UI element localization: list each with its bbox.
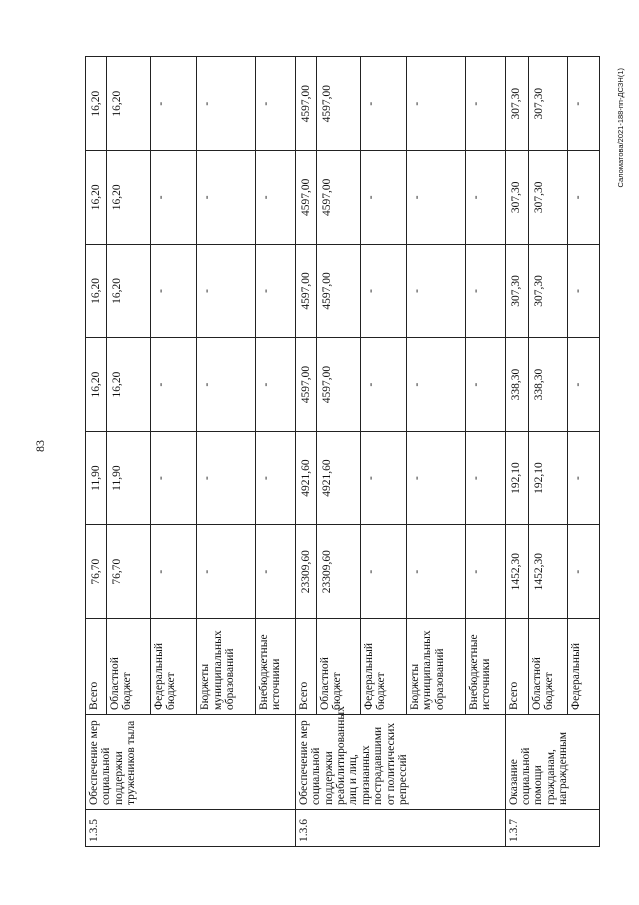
amount-cell: 76,70 (86, 525, 107, 619)
amount-cell: - (465, 57, 505, 151)
document-code: Саломатова/2021-188-пп-ДСЗН(1) (616, 68, 625, 188)
amount-cell: 192,10 (505, 431, 528, 525)
amount-cell: 4597,00 (316, 57, 360, 151)
measure-name: Оказание социальной помощи гражданам, награжденным (505, 715, 600, 810)
funding-source: Всего (505, 619, 528, 715)
amount-cell: - (151, 525, 197, 619)
amount-cell: 307,30 (528, 151, 568, 245)
table-row (295, 57, 316, 847)
amount-cell: - (197, 244, 256, 338)
amount-cell: - (465, 151, 505, 245)
amount-cell: - (197, 431, 256, 525)
amount-cell: 307,30 (528, 244, 568, 338)
amount-cell: - (568, 57, 600, 151)
amount-cell: 16,20 (106, 338, 150, 432)
amount-cell: 11,90 (86, 431, 107, 525)
amount-cell: - (197, 525, 256, 619)
amount-cell: - (255, 338, 295, 432)
amount-cell: 4597,00 (295, 338, 316, 432)
amount-cell: - (151, 431, 197, 525)
amount-cell: - (255, 525, 295, 619)
amount-cell: 76,70 (106, 525, 150, 619)
amount-cell: - (360, 338, 406, 432)
funding-source: Внебюджетные источники (255, 619, 295, 715)
amount-cell: - (465, 244, 505, 338)
row-code: 1.3.5 (86, 810, 296, 847)
amount-cell: - (360, 244, 406, 338)
budget-table-container (85, 57, 600, 847)
amount-cell: 307,30 (505, 57, 528, 151)
amount-cell: 1452,30 (505, 525, 528, 619)
amount-cell: 23309,60 (316, 525, 360, 619)
amount-cell: - (151, 57, 197, 151)
amount-cell: 16,20 (106, 244, 150, 338)
funding-source: Федеральный (568, 619, 600, 715)
funding-source: Бюджеты муниципальных образований (197, 619, 256, 715)
amount-cell: 16,20 (106, 57, 150, 151)
amount-cell: - (255, 431, 295, 525)
amount-cell: - (465, 338, 505, 432)
funding-source: Всего (86, 619, 107, 715)
amount-cell: - (360, 57, 406, 151)
amount-cell: 192,10 (528, 431, 568, 525)
amount-cell: - (406, 57, 465, 151)
amount-cell: - (406, 338, 465, 432)
amount-cell: - (568, 338, 600, 432)
measure-name: Обеспечение мер социальной поддержки реабилитированных лиц и лиц, признанных пострадавшими от политических репрессий (295, 715, 505, 810)
amount-cell: 16,20 (86, 57, 107, 151)
amount-cell: 16,20 (86, 151, 107, 245)
funding-source: Областной бюджет (528, 619, 568, 715)
amount-cell: - (197, 151, 256, 245)
amount-cell: 23309,60 (295, 525, 316, 619)
amount-cell: - (255, 244, 295, 338)
table-row (86, 57, 107, 847)
budget-table (85, 56, 600, 847)
amount-cell: - (568, 244, 600, 338)
amount-cell: 4597,00 (295, 244, 316, 338)
amount-cell: - (255, 57, 295, 151)
amount-cell: - (406, 244, 465, 338)
amount-cell: - (568, 151, 600, 245)
amount-cell: 4597,00 (295, 151, 316, 245)
amount-cell: 4597,00 (316, 151, 360, 245)
amount-cell: 338,30 (528, 338, 568, 432)
funding-source: Федеральный бюджет (360, 619, 406, 715)
amount-cell: - (197, 57, 256, 151)
amount-cell: - (255, 151, 295, 245)
funding-source: Бюджеты муниципальных образований (406, 619, 465, 715)
amount-cell: - (360, 525, 406, 619)
funding-source: Внебюджетные источники (465, 619, 505, 715)
amount-cell: - (360, 151, 406, 245)
amount-cell: 4921,60 (316, 431, 360, 525)
amount-cell: - (406, 431, 465, 525)
funding-source: Областной бюджет (106, 619, 150, 715)
amount-cell: 16,20 (86, 338, 107, 432)
amount-cell: - (360, 431, 406, 525)
amount-cell: 11,90 (106, 431, 150, 525)
amount-cell: 4597,00 (316, 244, 360, 338)
row-code: 1.3.7 (505, 810, 600, 847)
amount-cell: - (151, 338, 197, 432)
amount-cell: 307,30 (528, 57, 568, 151)
amount-cell: 4921,60 (295, 431, 316, 525)
funding-source: Всего (295, 619, 316, 715)
row-code: 1.3.6 (295, 810, 505, 847)
amount-cell: 307,30 (505, 244, 528, 338)
page-number: 83 (33, 440, 47, 452)
amount-cell: 307,30 (505, 151, 528, 245)
amount-cell: - (197, 338, 256, 432)
amount-cell: - (465, 431, 505, 525)
measure-name: Обеспечение мер социальной поддержки тружеников тыла (86, 715, 296, 810)
amount-cell: 1452,30 (528, 525, 568, 619)
amount-cell: 16,20 (86, 244, 107, 338)
funding-source: Федеральный бюджет (151, 619, 197, 715)
funding-source: Областной бюджет (316, 619, 360, 715)
amount-cell: - (568, 525, 600, 619)
amount-cell: - (151, 151, 197, 245)
amount-cell: - (406, 525, 465, 619)
amount-cell: 4597,00 (316, 338, 360, 432)
table-row (505, 57, 528, 847)
amount-cell: 16,20 (106, 151, 150, 245)
amount-cell: - (465, 525, 505, 619)
amount-cell: 4597,00 (295, 57, 316, 151)
amount-cell: 338,30 (505, 338, 528, 432)
amount-cell: - (568, 431, 600, 525)
amount-cell: - (151, 244, 197, 338)
amount-cell: - (406, 151, 465, 245)
